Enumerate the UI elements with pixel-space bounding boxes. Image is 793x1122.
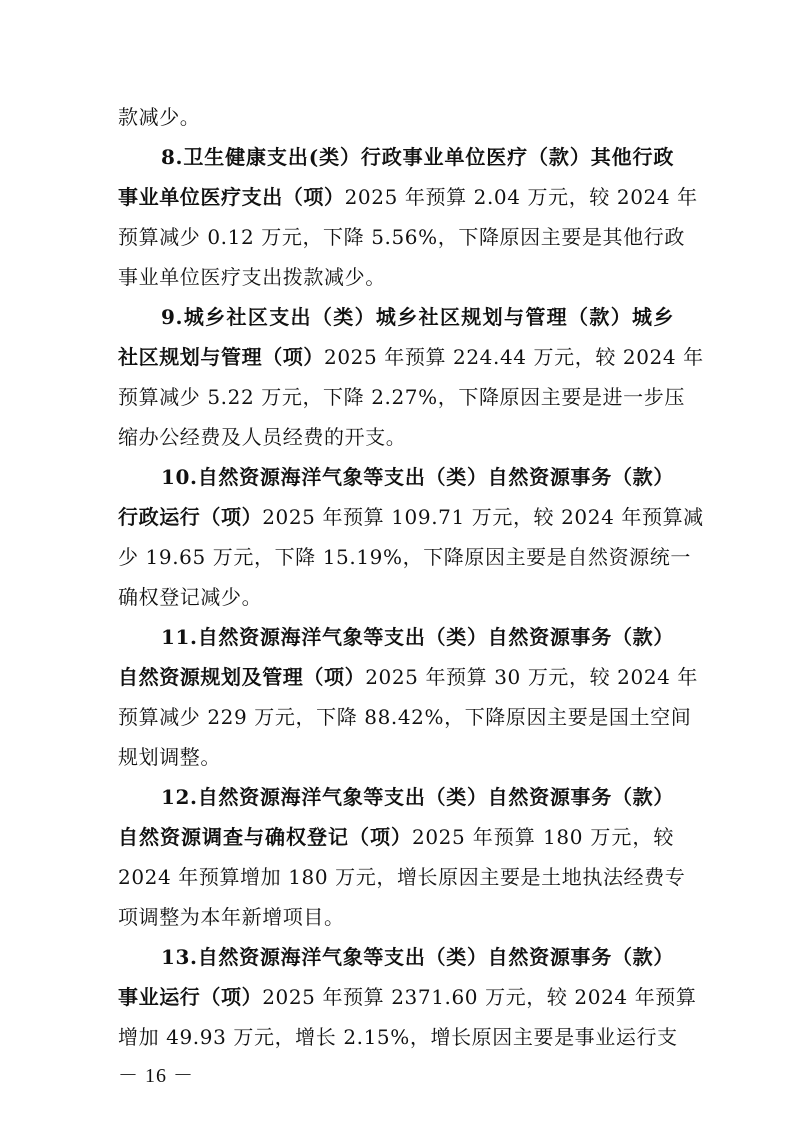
text-line bbox=[118, 823, 674, 851]
text-line bbox=[118, 343, 704, 371]
line-text: 预算减少 5.22 万元，下降 2.27%，下降原因主要是进一步压 bbox=[118, 385, 685, 409]
line-text: 事业单位医疗支出拨款减少。 bbox=[118, 265, 386, 289]
text-line bbox=[118, 423, 406, 451]
line-text: 项调整为本年新增项目。 bbox=[118, 905, 345, 929]
text-line bbox=[118, 383, 685, 411]
line-text: 2024 年预算增加 180 万元，增长原因主要是土地执法经费专 bbox=[118, 865, 686, 889]
line-text: 缩办公经费及人员经费的开支。 bbox=[118, 425, 407, 449]
line-bold-text: 行政运行（项） bbox=[118, 505, 263, 529]
text-line bbox=[118, 703, 692, 731]
section-heading-13: 13.自然资源海洋气象等支出（类）自然资源事务（款） bbox=[161, 945, 674, 969]
section-heading-line bbox=[161, 463, 674, 491]
page-number: － 16 － bbox=[118, 1065, 194, 1087]
text-line bbox=[118, 663, 699, 691]
section-heading-line bbox=[161, 783, 674, 811]
line-text: 款减少。 bbox=[118, 105, 201, 129]
line-text: 增加 49.93 万元，增长 2.15%，增长原因主要是事业运行支 bbox=[118, 1025, 678, 1049]
text-line bbox=[118, 863, 686, 891]
text-line bbox=[118, 223, 685, 251]
text-line bbox=[118, 983, 697, 1011]
line-bold-text: 事业单位医疗支出（项） bbox=[118, 185, 345, 209]
section-heading-10: 10.自然资源海洋气象等支出（类）自然资源事务（款） bbox=[161, 465, 674, 489]
text-line bbox=[118, 743, 221, 771]
text-line bbox=[118, 183, 698, 211]
line-text: 2025 年预算 180 万元，较 bbox=[412, 825, 674, 849]
line-text: 2025 年预算 224.44 万元，较 2024 年 bbox=[324, 345, 704, 369]
line-text: 规划调整。 bbox=[118, 745, 221, 769]
line-bold-text: 自然资源规划及管理（项） bbox=[118, 665, 366, 689]
text-line bbox=[118, 543, 691, 571]
text-line bbox=[118, 583, 262, 611]
text-line bbox=[118, 503, 704, 531]
line-text: 2025 年预算 2.04 万元，较 2024 年 bbox=[344, 185, 698, 209]
line-text: 确权登记减少。 bbox=[118, 585, 263, 609]
section-heading-8: 8.卫生健康支出(类）行政事业单位医疗（款）其他行政 bbox=[161, 145, 674, 169]
section-heading-line bbox=[161, 303, 674, 331]
line-text: 2025 年预算 2371.60 万元，较 2024 年预算 bbox=[262, 985, 697, 1009]
text-line bbox=[118, 903, 345, 931]
text-line bbox=[118, 103, 200, 131]
line-bold-text: 社区规划与管理（项） bbox=[118, 345, 324, 369]
line-text: 预算减少 229 万元，下降 88.42%，下降原因主要是国土空间 bbox=[118, 705, 692, 729]
line-text: 预算减少 0.12 万元，下降 5.56%，下降原因主要是其他行政 bbox=[118, 225, 685, 249]
section-heading-line bbox=[161, 623, 674, 651]
section-heading-9: 9.城乡社区支出（类）城乡社区规划与管理（款）城乡 bbox=[161, 305, 674, 329]
section-heading-line bbox=[161, 143, 674, 171]
line-bold-text: 自然资源调查与确权登记（项） bbox=[118, 825, 413, 849]
text-line bbox=[118, 263, 386, 291]
line-bold-text: 事业运行（项） bbox=[118, 985, 263, 1009]
section-heading-12: 12.自然资源海洋气象等支出（类）自然资源事务（款） bbox=[161, 785, 674, 809]
section-heading-11: 11.自然资源海洋气象等支出（类）自然资源事务（款） bbox=[161, 625, 674, 649]
section-heading-line bbox=[161, 943, 674, 971]
line-text: 2025 年预算 109.71 万元，较 2024 年预算减 bbox=[262, 505, 704, 529]
line-text: 2025 年预算 30 万元，较 2024 年 bbox=[365, 665, 699, 689]
line-text: 少 19.65 万元，下降 15.19%，下降原因主要是自然资源统一 bbox=[118, 545, 691, 569]
text-line bbox=[118, 1023, 678, 1051]
